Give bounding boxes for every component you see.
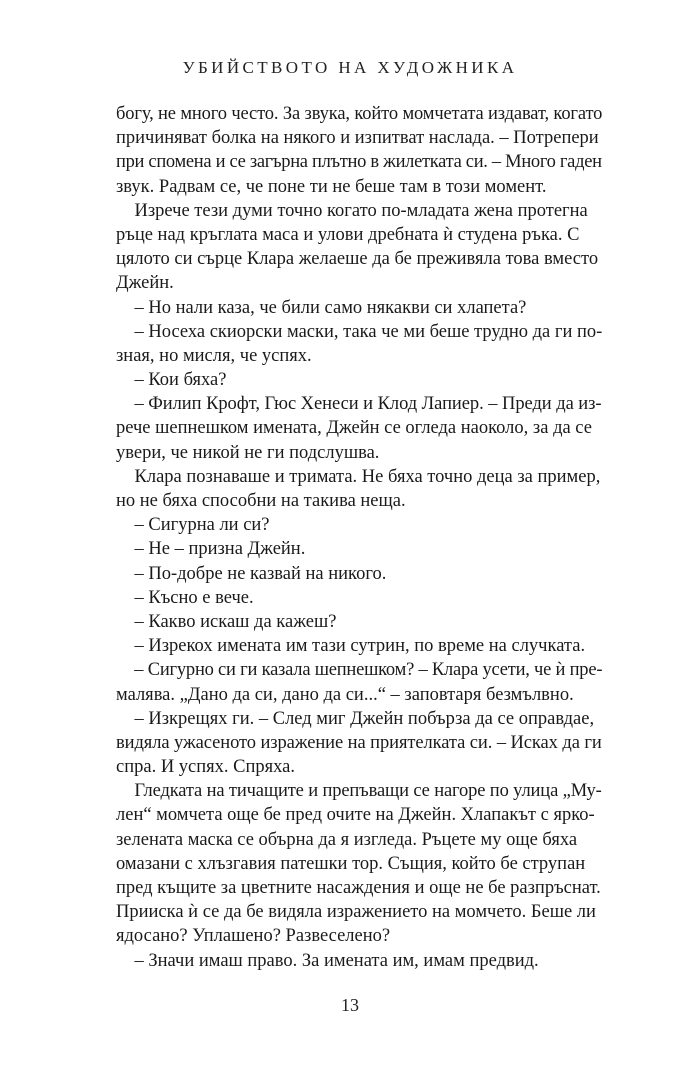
text-line: – Изрекох имената им тази сутрин, по време на случката. bbox=[116, 636, 586, 657]
text-line: – Носеха скиорски маски, така че ми беше трудно да ги по- bbox=[116, 321, 603, 342]
text-line: – Какво искаш да кажеш? bbox=[116, 611, 337, 632]
text-line: – Кои бяха? bbox=[116, 370, 227, 391]
text-line: – Филип Крофт, Гюс Хенеси и Клод Лапиер. – Преди да из- bbox=[116, 394, 602, 415]
text-line: Джейн. bbox=[116, 273, 174, 294]
text-line: причиняват болка на някого и изпитват наслада. – Потрепери bbox=[116, 128, 599, 149]
text-line: при спомена и се загърна плътно в жилетката си. – Много гаден bbox=[116, 152, 602, 173]
text-line: цялото си сърце Клара желаеше да бе преживяла това вместо bbox=[116, 249, 599, 270]
page-number: 13 bbox=[341, 995, 359, 1015]
running-header: УБИЙСТВОТО НА ХУДОЖНИКА bbox=[182, 58, 518, 77]
text-line: – По-добре не казвай на никого. bbox=[116, 563, 387, 584]
text-line: – Но нали каза, че били само някакви си хлапета? bbox=[116, 297, 527, 318]
text-line: – Сигурно си ги казала шепнешком? – Клара усети, че ѝ пре- bbox=[116, 660, 603, 681]
text-line: Прииска ѝ се да бе видяла изражението на момчето. Беше ли bbox=[116, 902, 596, 923]
text-line: Гледката на тичащите и препъващи се нагоре по улица „Му- bbox=[116, 781, 602, 802]
text-line: лен“ момчета още бе пред очите на Джейн. Хлапакът с ярко- bbox=[116, 805, 595, 826]
text-line: спра. И успях. Спряха. bbox=[116, 757, 296, 778]
text-line: пред къщите за цветните насаждения и още не бе разпръснат. bbox=[116, 878, 601, 898]
text-line: ядосано? Уплашено? Развеселено? bbox=[116, 926, 391, 947]
text-line: – Късно е вече. bbox=[116, 587, 254, 608]
text-line: – Сигурна ли си? bbox=[116, 515, 270, 536]
text-line: малява. „Дано да си, дано да си...“ – заповтаря безмълвно. bbox=[116, 684, 574, 705]
text-line: видяла ужасеното изражение на приятелката си. – Исках да ги bbox=[116, 732, 602, 753]
text-line: но не бяха способни на такива неща. bbox=[116, 491, 406, 511]
text-line: увери, че никой не ги подслушва. bbox=[116, 442, 380, 463]
text-line: зная, но мисля, че успях. bbox=[116, 345, 312, 366]
text-line: богу, не много често. За звука, който момчетата издават, когато bbox=[116, 104, 603, 124]
text-line: звук. Радвам се, че поне ти не беше там в този момент. bbox=[116, 176, 547, 197]
text-line: – Изкрещях ги. – След миг Джейн побърза да се оправдае, bbox=[116, 708, 595, 729]
text-line: – Не – призна Джейн. bbox=[116, 539, 306, 560]
text-line: Клара познаваше и тримата. Не бяха точно деца за пример, bbox=[116, 466, 601, 487]
text-line: зелената маска се обърна да я изгледа. Ръцете му още бяха bbox=[116, 829, 578, 850]
text-line: омазани с хлъзгавия патешки тор. Същия, който бе струпан bbox=[116, 853, 586, 874]
text-line: рече шепнешком имената, Джейн се огледа наоколо, за да се bbox=[116, 418, 592, 439]
text-line: – Значи имаш право. За имената им, имам предвид. bbox=[116, 950, 539, 971]
body-text bbox=[116, 102, 602, 973]
text-line: ръце над кръглата маса и улови дребната ѝ студена ръка. С bbox=[116, 224, 580, 245]
text-line: Изрече тези думи точно когато по-младата жена протегна bbox=[116, 200, 588, 221]
